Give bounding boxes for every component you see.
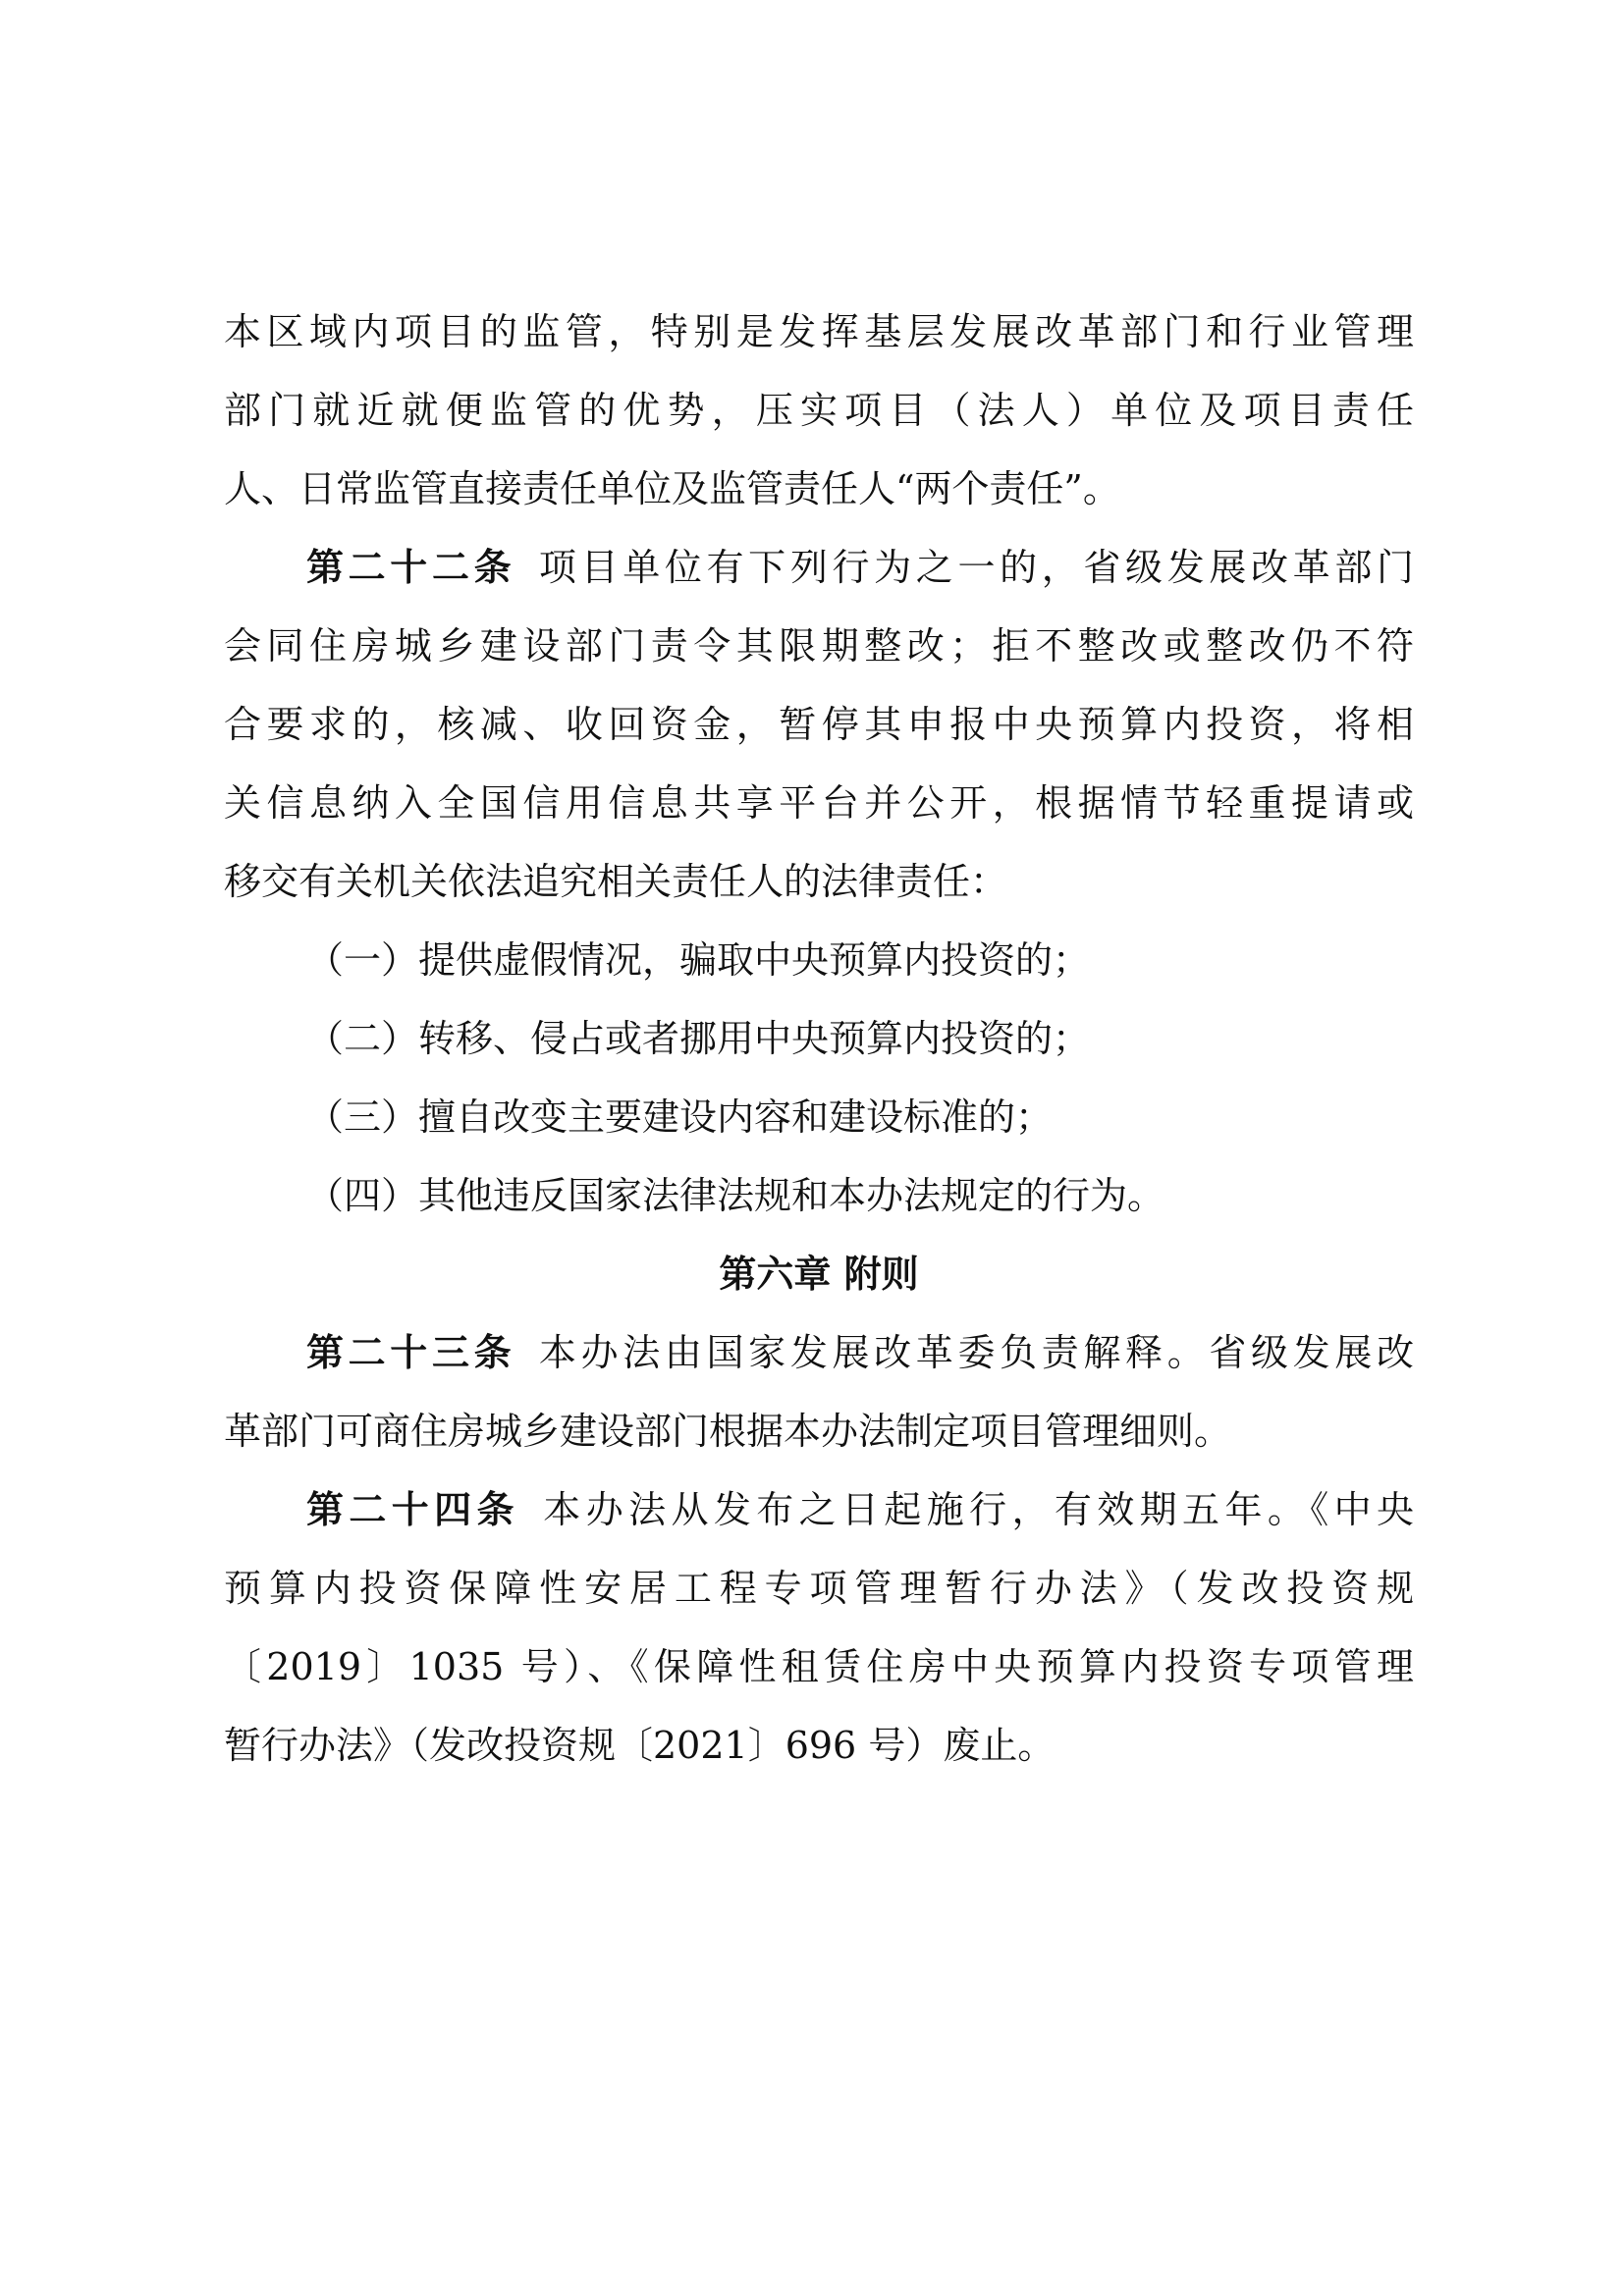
list-item: （四）其他违反国家法律法规和本办法规定的行为。 bbox=[306, 1174, 1165, 1217]
text-line: 革部门可商住房城乡建设部门根据本办法制定项目管理细则。 bbox=[224, 1410, 1232, 1453]
text-line: 〔2019〕1035 号）、《保障性租赁住房中央预算内投资专项管理 bbox=[224, 1645, 1414, 1688]
chapter-heading: 第六章 附则 bbox=[719, 1253, 919, 1296]
list-item: （一）提供虚假情况，骗取中央预算内投资的； bbox=[306, 938, 1091, 982]
article-text: 本办法从发布之日起施行，有效期五年。《中央 bbox=[537, 1488, 1414, 1531]
article-22 bbox=[224, 528, 1414, 1235]
article-24 bbox=[224, 1470, 1414, 1785]
article-label: 第二十四条 bbox=[306, 1488, 519, 1531]
text-line bbox=[224, 1470, 1414, 1549]
text-line: 人、日常监管直接责任单位及监管责任人“两个责任”。 bbox=[224, 467, 1120, 510]
text-line: 合要求的，核减、收回资金，暂停其申报中央预算内投资，将相 bbox=[224, 703, 1414, 746]
article-label: 第二十二条 bbox=[306, 546, 516, 589]
article-label: 第二十三条 bbox=[306, 1331, 516, 1374]
text-line: 本区域内项目的监管，特别是发挥基层发展改革部门和行业管理 bbox=[224, 310, 1414, 353]
text-line bbox=[224, 528, 1414, 607]
text-line: 移交有关机关依法追究相关责任人的法律责任： bbox=[224, 860, 1008, 903]
document-page bbox=[224, 293, 1414, 1785]
article-text: 项目单位有下列行为之一的，省级发展改革部门 bbox=[534, 546, 1414, 589]
text-line: 关信息纳入全国信用信息共享平台并公开，根据情节轻重提请或 bbox=[224, 781, 1414, 825]
text-line: 会同住房城乡建设部门责令其限期整改；拒不整改或整改仍不符 bbox=[224, 624, 1414, 667]
text-line: 预算内投资保障性安居工程专项管理暂行办法》（发改投资规 bbox=[224, 1567, 1414, 1610]
list-item: （二）转移、侵占或者挪用中央预算内投资的； bbox=[306, 1017, 1091, 1060]
text-line: 部门就近就便监管的优势，压实项目（法人）单位及项目责任 bbox=[224, 389, 1414, 432]
article-text: 本办法由国家发展改革委负责解释。省级发展改 bbox=[534, 1331, 1414, 1374]
article-23 bbox=[224, 1313, 1414, 1470]
paragraph-supervision-continuation bbox=[224, 293, 1414, 528]
list-item: （三）擅自改变主要建设内容和建设标准的； bbox=[306, 1095, 1054, 1139]
text-line bbox=[224, 1313, 1414, 1392]
text-line: 暂行办法》（发改投资规〔2021〕696 号）废止。 bbox=[224, 1724, 1056, 1767]
